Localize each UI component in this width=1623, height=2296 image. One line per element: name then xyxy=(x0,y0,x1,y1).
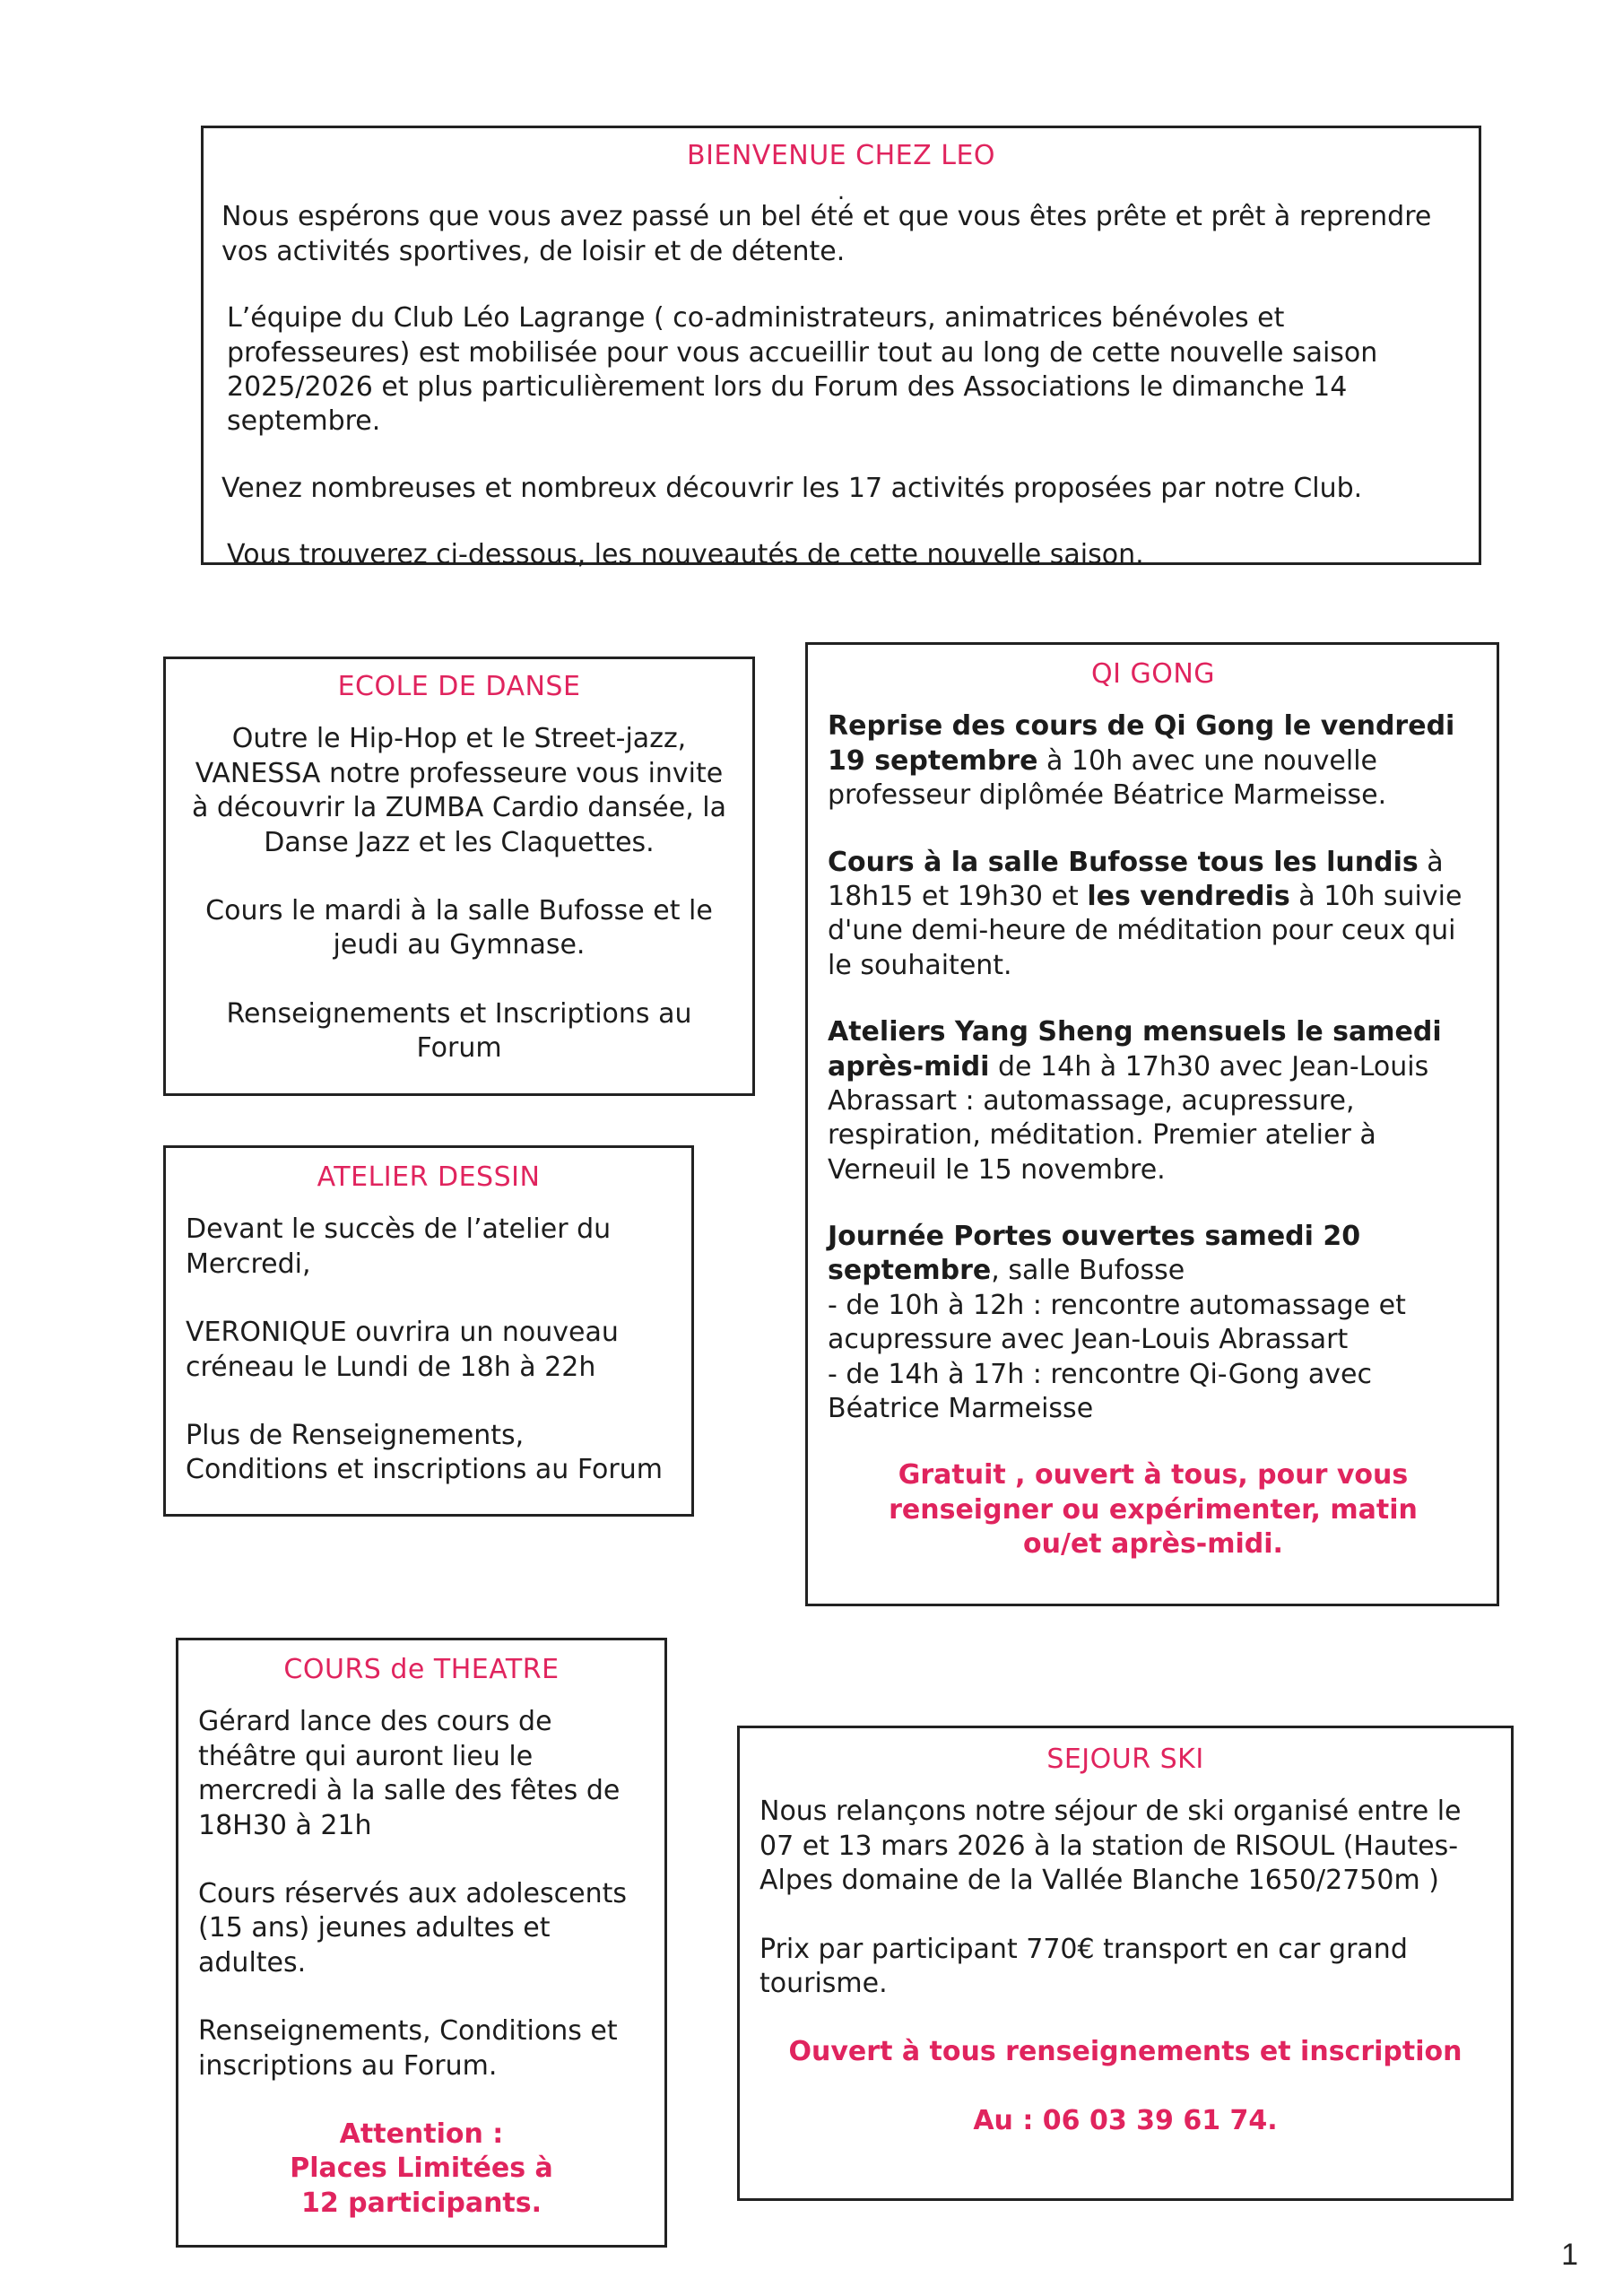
ski-title: SEJOUR SKI xyxy=(1046,1744,1204,1775)
qigong-text: à 18h15 et 19h30 et xyxy=(828,846,1444,912)
theatre-title: COURS de THEATRE xyxy=(283,1654,560,1685)
theatre-box xyxy=(176,1638,667,2248)
attention-line: 12 participants. xyxy=(300,2187,542,2219)
ski-highlight: Ouvert à tous renseignements et inscription xyxy=(788,2036,1462,2068)
welcome-box xyxy=(201,126,1481,571)
qigong-bold-text: Journée Portes ouvertes samedi 20 septembre xyxy=(828,1221,1361,1287)
welcome-paragraph: Venez nombreuses et nombreux découvrir les 17 activités proposées par notre Club. xyxy=(221,472,1363,504)
ski-paragraph: Prix par participant 770€ transport en car grand tourisme. xyxy=(759,1933,1408,1999)
welcome-paragraph: L’équipe du Club Léo Lagrange ( co-administrateurs, animatrices bénévoles et professeures) est mobilisée pour vous accueillir tout au long de cette nouvelle saison 2025/2026 et plus particulièrement lors du Forum des Associations le dimanche 14 septembre. xyxy=(227,302,1378,438)
theatre-paragraph: Renseignements, Conditions et inscriptions au Forum. xyxy=(198,2015,618,2082)
qigong-text: de 14h à 17h30 avec Jean-Louis Abrassart : automassage, acupressure, respiration, méditation. Premier atelier à Verneuil le 15 novembre. xyxy=(828,1050,1429,1186)
qigong-bold-text: Cours à la salle Bufosse tous les lundis xyxy=(828,846,1419,878)
qigong-bold-text: Ateliers Yang Sheng mensuels le samedi après-midi xyxy=(828,1016,1442,1083)
qigong-text: - de 10h à 12h : rencontre automassage et acupressure avec Jean-Louis Abrassart xyxy=(828,1289,1406,1356)
danse-title: ECOLE DE DANSE xyxy=(337,671,581,702)
welcome-paragraph: Nous espérons que vous avez passé un bel été et que vous êtes prête et prêt à reprendre vos activités sportives, de loisir et de détente. xyxy=(221,201,1432,267)
attention-line: Places Limitées à xyxy=(290,2152,553,2185)
decorative-dot: . xyxy=(837,178,846,206)
qigong-paragraph xyxy=(828,1220,1479,1426)
theatre-paragraph: Gérard lance des cours de théâtre qui auront lieu le mercredi à la salle des fêtes de 18H30 à 21h xyxy=(198,1706,621,1841)
attention-line: Attention : xyxy=(339,2118,504,2150)
dessin-title: ATELIER DESSIN xyxy=(317,1161,541,1193)
qigong-paragraph xyxy=(828,1015,1479,1187)
ski-box xyxy=(737,1726,1514,2201)
qigong-paragraph xyxy=(828,709,1479,813)
qigong-text: , salle Bufosse xyxy=(991,1255,1185,1287)
dessin-paragraph: Devant le succès de l’atelier du Mercredi, xyxy=(186,1213,612,1280)
theatre-paragraph: Cours réservés aux adolescents (15 ans) jeunes adultes et adultes. xyxy=(198,1877,627,1979)
dessin-paragraph: Plus de Renseignements, Conditions et inscriptions au Forum xyxy=(186,1419,663,1486)
qigong-paragraph xyxy=(828,846,1479,984)
qigong-text: - de 14h à 17h : rencontre Qi-Gong avec Béatrice Marmeisse xyxy=(828,1358,1373,1425)
page-number: 1 xyxy=(1561,2238,1578,2272)
qigong-box xyxy=(805,642,1499,1606)
welcome-title: BIENVENUE CHEZ LEO xyxy=(686,140,996,171)
qigong-highlight: Gratuit , ouvert à tous, pour vous renseigner ou expérimenter, matin ou/et après-midi. xyxy=(889,1459,1418,1561)
qigong-title: QI GONG xyxy=(1090,658,1216,690)
danse-paragraph: Outre le Hip-Hop et le Street-jazz, VANESSA notre professeure vous invite à découvrir la ZUMBA Cardio dansée, la Danse Jazz et les Claquettes. xyxy=(191,723,727,858)
qigong-bold-text: les vendredis xyxy=(1087,880,1290,912)
dessin-box xyxy=(163,1145,694,1517)
ski-phone: Au : 06 03 39 61 74. xyxy=(973,2104,1278,2136)
danse-paragraph: Renseignements et Inscriptions au Forum xyxy=(226,997,692,1065)
danse-box xyxy=(163,657,755,1096)
qigong-bold-text: Reprise des cours de Qi Gong le vendredi 19 septembre xyxy=(828,710,1455,777)
welcome-paragraph: Vous trouverez ci-dessous, les nouveautés de cette nouvelle saison. xyxy=(227,539,1144,571)
qigong-text: à 10h avec une nouvelle professeur diplômée Béatrice Marmeisse. xyxy=(828,744,1387,812)
theatre-attention xyxy=(198,2118,645,2221)
qigong-text: à 10h suivie d'une demi-heure de méditation pour ceux qui le souhaitent. xyxy=(828,880,1462,981)
ski-paragraph: Nous relançons notre séjour de ski organisé entre le 07 et 13 mars 2026 à la station de RISOUL (Hautes-Alpes domaine de la Vallée Blanche 1650/2750m ) xyxy=(759,1796,1462,1897)
danse-paragraph: Cours le mardi à la salle Bufosse et le jeudi au Gymnase. xyxy=(205,894,713,961)
dessin-paragraph: VERONIQUE ouvrira un nouveau créneau le Lundi de 18h à 22h xyxy=(186,1317,619,1383)
